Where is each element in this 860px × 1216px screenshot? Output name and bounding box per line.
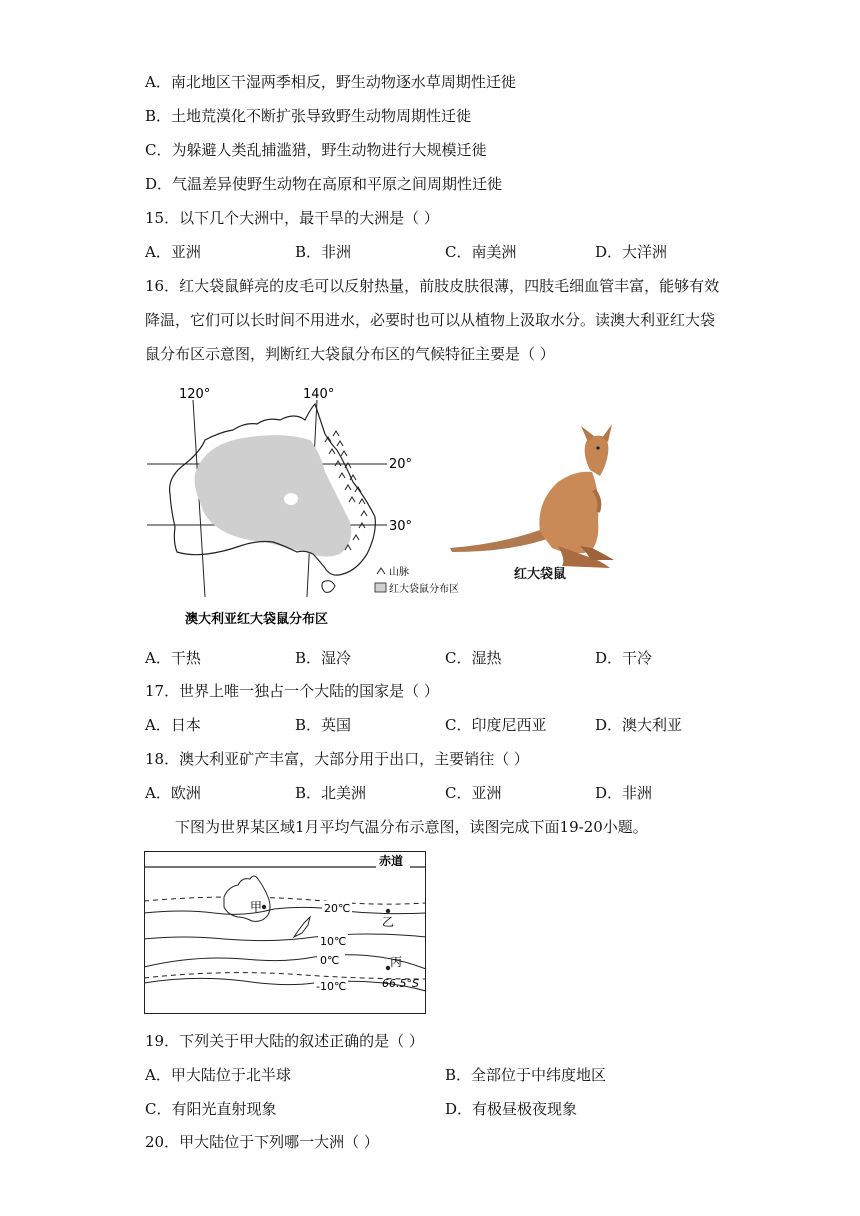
kangaroo-range-area — [195, 435, 352, 556]
lat-label-20: 20° — [389, 457, 413, 472]
equator-label: 赤道 — [379, 854, 404, 868]
q18-option-a: A．欧洲 — [145, 784, 201, 802]
q18-stem: 18．澳大利亚矿产丰富，大部分用于出口，主要销往（ ） — [145, 750, 529, 768]
lat-label-30: 30° — [389, 519, 413, 534]
lon-label-140: 140° — [303, 387, 335, 402]
lat-66-5-label: 66.5°S — [382, 977, 419, 990]
q16-option-a: A．干热 — [145, 649, 201, 667]
q14-option-c: C．为躲避人类乱捕滥猎，野生动物进行大规模迁徙 — [145, 141, 487, 159]
legend-range-label: 红大袋鼠分布区 — [389, 584, 459, 595]
q19-20-intro: 下图为世界某区域1月平均气温分布示意图，读图完成下面19-20小题。 — [175, 818, 648, 836]
q18-option-b: B．北美洲 — [295, 784, 367, 802]
q16-stem-line-3: 鼠分布区示意图，判断红大袋鼠分布区的气候特征主要是（ ） — [145, 345, 555, 363]
q15-option-d: D．大洋洲 — [595, 243, 668, 261]
january-isotherm-map — [144, 851, 426, 1014]
q19-option-a: A．甲大陆位于北半球 — [145, 1066, 291, 1084]
q17-option-d: D．澳大利亚 — [595, 716, 683, 734]
legend-mountain-label: 山脉 — [389, 567, 409, 578]
q14-option-b: B．土地荒漠化不断扩张导致野生动物周期性迁徙 — [145, 107, 472, 125]
q15-option-c: C．南美洲 — [445, 243, 517, 261]
q19-option-c: C．有阳光直射现象 — [145, 1100, 277, 1118]
q16-stem-line-1: 16．红大袋鼠鲜亮的皮毛可以反射热量，前肢皮肤很薄，四肢毛细血管丰富，能够有效 — [145, 277, 720, 295]
q16-stem-line-2: 降温，它们可以长时间不用进水，必要时也可以从植物上汲取水分。读澳大利亚红大袋 — [145, 311, 716, 329]
range-hole — [284, 493, 298, 505]
q16-option-b: B．湿冷 — [295, 649, 352, 667]
tasmania-outline — [322, 581, 335, 593]
q16-option-d: D．干冷 — [595, 649, 653, 667]
q15-option-b: B．非洲 — [295, 243, 352, 261]
point-jia-label: 甲 — [250, 900, 263, 914]
lon-label-120: 120° — [179, 387, 211, 402]
isotherm-20-label: 20℃ — [324, 902, 351, 915]
q15-stem: 15．以下几个大洲中，最干旱的大洲是（ ） — [145, 209, 439, 227]
q19-stem: 19．下列关于甲大陆的叙述正确的是（ ） — [145, 1032, 424, 1050]
q19-option-d: D．有极昼极夜现象 — [445, 1100, 578, 1118]
q18-option-d: D．非洲 — [595, 784, 653, 802]
isotherm-10-label: 10℃ — [320, 935, 347, 948]
q14-option-d: D．气温差异使野生动物在高原和平原之间周期性迁徙 — [145, 175, 503, 193]
isotherm-0-label: 0℃ — [320, 954, 340, 967]
q15-option-a: A．亚洲 — [145, 243, 201, 261]
point-bing-label: 丙 — [390, 955, 403, 969]
kangaroo-icon — [450, 424, 614, 568]
point-yi-label: 乙 — [382, 915, 395, 929]
q17-option-b: B．英国 — [295, 716, 352, 734]
australia-kangaroo-map — [145, 382, 459, 632]
map1-caption: 澳大利亚红大袋鼠分布区 — [185, 612, 329, 627]
q17-stem: 17．世界上唯一独占一个大陆的国家是（ ） — [145, 682, 439, 700]
q17-option-a: A．日本 — [145, 716, 201, 734]
q20-stem: 20．甲大陆位于下列哪一大洲（ ） — [145, 1133, 379, 1151]
legend-mountain-icon — [377, 568, 385, 574]
kangaroo-caption: 红大袋鼠 — [514, 567, 567, 582]
q17-option-c: C．印度尼西亚 — [445, 716, 547, 734]
q16-option-c: C．湿热 — [445, 649, 502, 667]
point-jia — [262, 905, 266, 909]
q14-option-a: A．南北地区干湿两季相反，野生动物逐水草周期性迁徙 — [145, 73, 516, 91]
q19-option-b: B．全部位于中纬度地区 — [445, 1066, 607, 1084]
q18-option-c: C．亚洲 — [445, 784, 502, 802]
legend-range-swatch — [375, 583, 386, 592]
isotherm-minus-10-label: -10℃ — [316, 980, 347, 993]
point-yi — [386, 909, 390, 913]
